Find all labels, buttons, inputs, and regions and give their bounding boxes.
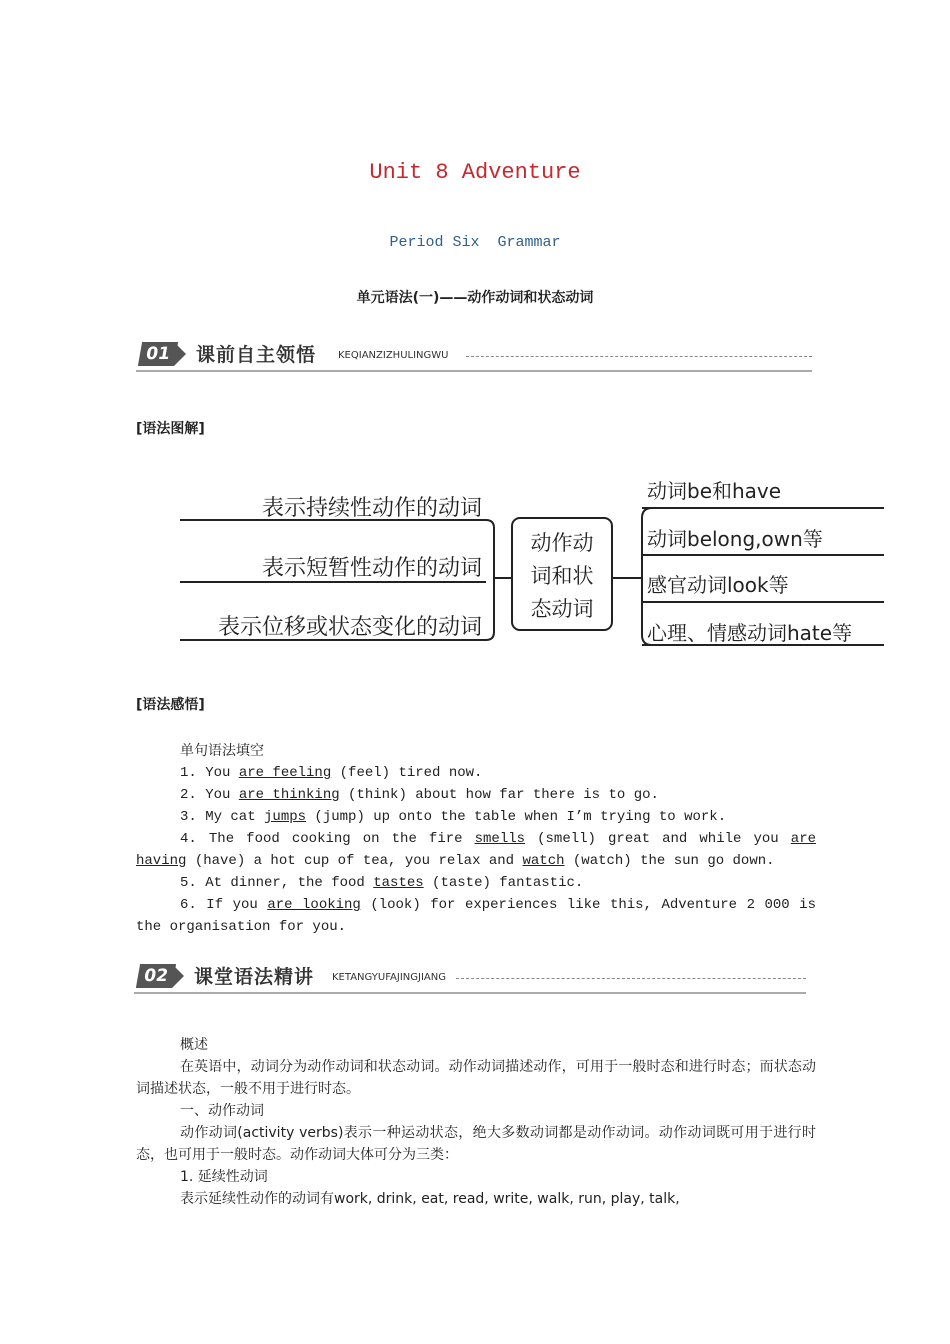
right-label-1: 动词be和have — [647, 479, 782, 503]
banner-number: 01 — [138, 342, 178, 366]
sub1-text: 表示延续性动作的动词有work, drink, eat, read, write, walk, run, play, talk, — [180, 1191, 680, 1207]
answer: are looking — [267, 897, 361, 913]
overview-title: 概述 — [180, 1037, 208, 1053]
banner-number: 02 — [136, 964, 176, 988]
answer: are feeling — [238, 765, 332, 781]
banner-pinyin: KETANGYUFAJINGJIANG — [332, 972, 446, 983]
exercise-item-3: 3. My cat jumps (jump) up onto the table when I’m trying to work. — [180, 809, 727, 825]
period-subtitle: Period Six Grammar — [389, 234, 561, 251]
exercise-item-5: 5. At dinner, the food tastes (taste) fantastic. — [180, 875, 584, 891]
banner-title: 课前自主领悟 — [196, 344, 317, 366]
answer: tastes — [373, 875, 424, 891]
overview-text: 在英语中，动词分为动作动词和状态动词。动作动词描述动作，可用于一般时态和进行时态；而状态动词描述状态，一般不用于进行时态。 — [136, 1059, 816, 1097]
banner-underline — [134, 992, 806, 994]
answer: smells — [474, 831, 526, 847]
left-label-1: 表示持续性动作的动词 — [261, 496, 482, 521]
section-banner-2 — [134, 960, 806, 994]
banner-pinyin: KEQIANZIZHULINGWU — [338, 350, 449, 361]
banner-dashed-line — [456, 978, 806, 979]
center-label-2: 词和状 — [530, 564, 594, 588]
left-label-3: 表示位移或状态变化的动词 — [217, 615, 482, 640]
exercise-heading: 单句语法填空 — [180, 743, 264, 759]
part1-text: 动作动词(activity verbs)表示一种运动状态，绝大多数动词都是动作动词。动作动词既可用于进行时态，也可用于一般时态。动作动词大体可分为三类： — [136, 1125, 816, 1163]
right-label-3: 感官动词look等 — [647, 573, 789, 597]
exercise-item-2: 2. You are thinking (think) about how far there is to go. — [180, 787, 659, 803]
answer: watch — [522, 853, 565, 869]
banner-title: 课堂语法精讲 — [194, 966, 315, 988]
center-label-3: 态动词 — [530, 597, 594, 621]
left-label-2: 表示短暂性动作的动词 — [261, 556, 482, 581]
right-label-2: 动词belong,own等 — [647, 527, 823, 551]
sub1-title: 1. 延续性动词 — [180, 1169, 268, 1185]
section-label-diagram: [语法图解] — [136, 421, 205, 437]
center-label-1: 动作动 — [530, 531, 594, 555]
exercise-item-1: 1. You are feeling (feel) tired now. — [180, 765, 483, 781]
part1-title: 一、动作动词 — [180, 1103, 264, 1119]
left-bracket — [486, 520, 494, 640]
section-label-exercises: [语法感悟] — [136, 697, 205, 713]
right-label-4: 心理、情感动词hate等 — [647, 621, 853, 645]
grammar-topic: 单元语法(一)——动作动词和状态动词 — [356, 290, 594, 306]
unit-title: Unit 8 Adventure — [369, 160, 581, 185]
answer: are having — [136, 831, 817, 869]
exercise-item-6: 6. If you are looking (look) for experiences like this, Adventure 2 000 is the organisation for you. — [136, 897, 816, 935]
grammar-diagram — [0, 0, 950, 660]
exercise-item-4: 4. The food cooking on the fire smells (smell) great and while you are having (have) a hot cup of tea, you relax and watch (watch) the sun go down. — [136, 831, 817, 869]
banner-arrow — [172, 964, 184, 988]
answer: jumps — [264, 809, 307, 825]
answer: are thinking — [238, 787, 340, 803]
